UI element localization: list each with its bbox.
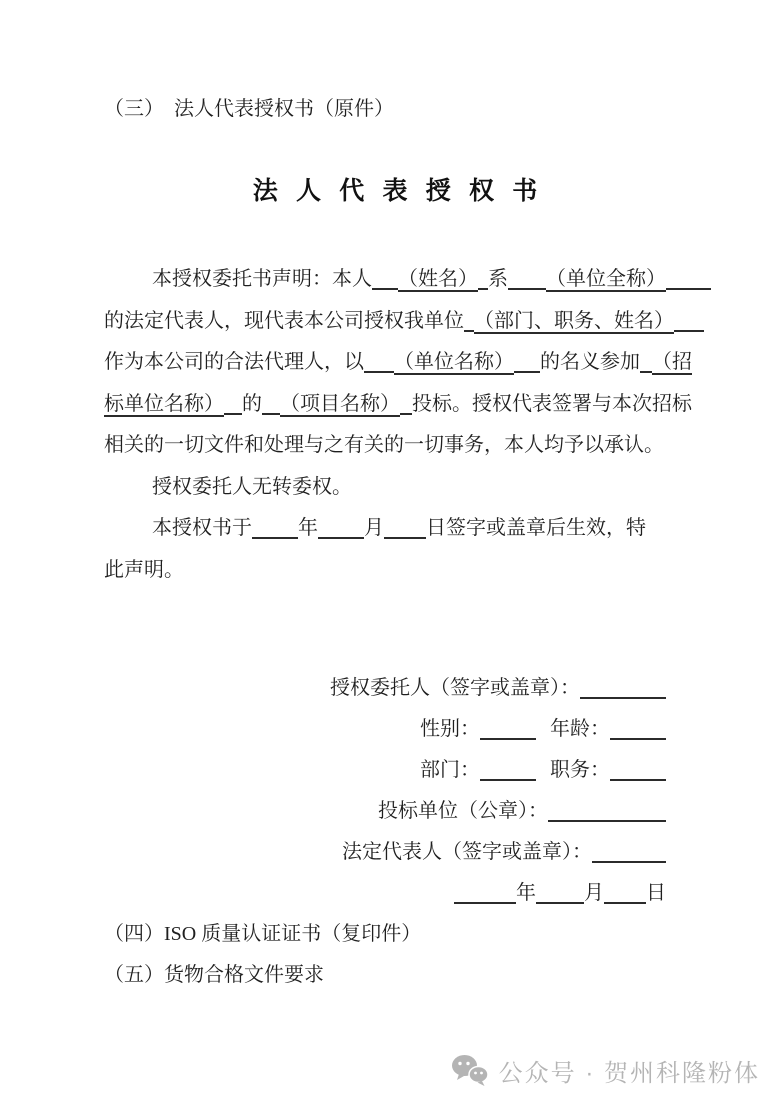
text-run: 的 [242,392,262,415]
sig-label: 法定代表人（签字或盖章）： [342,841,592,863]
placeholder-unit-name: （单位名称） [394,351,514,373]
para-line-6: 授权委托人无转委权。 [152,475,352,498]
blank-legal-rep-field [592,841,666,863]
blank-field [508,268,546,290]
para-line-7 [104,508,692,550]
blank-field [464,310,474,332]
placeholder-tender-start: （招 [652,351,692,373]
text-run: 的法定代表人，现代表本公司授权我单位 [104,309,464,332]
blank-field [262,393,280,415]
para-line-1 [104,259,692,301]
blank-field [224,393,242,415]
blank-field [514,351,540,373]
text-run: 本授权委托书声明：本人 [152,268,372,290]
sig-label: 年龄： [550,718,610,740]
blank-gender-field [480,718,536,740]
blank-signature-field [580,677,666,699]
placeholder-tender-end: 标单位名称） [104,392,224,415]
sig-label: 职务： [550,759,610,781]
blank-bidder-field [548,800,666,822]
sig-line-legal-rep [104,832,666,873]
blank-month-field [318,517,364,539]
text-run: 日签字或盖章后生效，特 [426,517,646,539]
text-run: 月 [364,517,384,539]
sig-label: 部门： [420,759,480,781]
blank-day-field [604,882,646,904]
blank-field [666,268,711,290]
blank-age-field [610,718,666,740]
placeholder-project-name: （项目名称） [280,392,400,415]
text-run: 年 [298,517,318,539]
text-run: 作为本公司的合法代理人，以 [104,351,364,373]
sig-label: 年 [516,882,536,904]
blank-field [640,351,652,373]
para-line-3 [104,342,692,384]
placeholder-company: （单位全称） [546,268,666,290]
blank-year-field [454,882,516,904]
blank-year-field [252,517,298,539]
sig-line-gender-age [104,709,666,750]
section-4-heading: （四）ISO 质量认证证书（复印件） [104,923,422,945]
blank-dept-field [480,759,536,781]
section-5-heading: （五）货物合格文件要求 [104,964,324,986]
text-run: 本授权书于 [152,517,252,539]
blank-day-field [384,517,426,539]
sig-line-client [104,668,666,709]
blank-month-field [536,882,584,904]
blank-field [478,268,488,290]
wechat-icon [451,1054,489,1088]
blank-field [674,310,704,332]
sig-label: 月 [584,882,604,904]
watermark-text: 公众号 · 贺州科隆粉体 [498,1060,760,1087]
text-run: 投标。授权代表签署与本次招标 [412,392,692,415]
blank-field [400,393,412,415]
text-run: 系 [488,268,508,290]
page-title: 法 人 代 表 授 权 书 [252,178,544,205]
blank-field [364,351,394,373]
signature-block [104,668,666,914]
blank-duty-field [610,759,666,781]
para-line-5: 相关的一切文件和处理与之有关的一切事务，本人均予以承认。 [104,434,664,456]
sig-line-bidder [104,791,666,832]
text-run: 的名义参加 [540,351,640,373]
sig-label: 性别： [420,718,480,740]
para-line-2 [104,301,692,343]
placeholder-name: （姓名） [398,268,478,290]
blank-field [372,268,398,290]
para-line-8: 此声明。 [104,558,184,581]
sig-line-date [104,873,666,914]
para-line-4 [104,384,692,426]
sig-label: 授权委托人（签字或盖章）： [330,677,580,699]
sig-label: 投标单位（公章）： [378,800,548,822]
placeholder-dept-duty-name: （部门、职务、姓名） [474,309,674,332]
authorization-paragraph [104,259,692,591]
watermark-footer [451,1053,760,1088]
following-sections [104,914,692,996]
sig-line-dept-duty [104,750,666,791]
section-3-heading: （三） 法人代表授权书（原件） [104,98,394,120]
sig-label: 日 [646,882,666,904]
